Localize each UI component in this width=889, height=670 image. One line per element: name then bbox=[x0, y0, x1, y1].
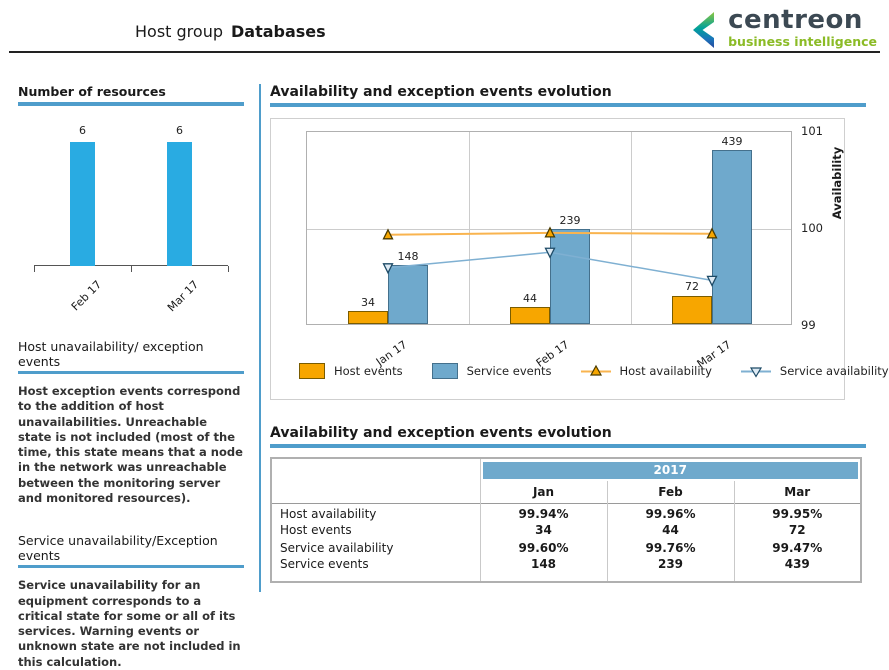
title-underline bbox=[18, 371, 244, 374]
table-cell: 34 bbox=[480, 521, 607, 539]
y-tick-label: 99 bbox=[801, 318, 816, 332]
sidebar bbox=[18, 84, 244, 669]
legend-item bbox=[581, 364, 712, 378]
table-cell: 99.95% bbox=[734, 503, 861, 521]
legend-item bbox=[741, 364, 889, 378]
legend-label: Service availability bbox=[779, 364, 889, 378]
service-events-section-title: Service unavailability/Exception events bbox=[18, 533, 218, 564]
logo-subtitle: business intelligence bbox=[728, 34, 877, 49]
logo-wordmark: centreon bbox=[728, 5, 863, 35]
x-tick-label: Mar 17 bbox=[694, 338, 734, 371]
table-cell: 148 bbox=[480, 557, 607, 582]
table-section bbox=[270, 425, 866, 583]
column-header: Mar bbox=[734, 481, 861, 503]
host-events-section-title: Host unavailability/ exception events bbox=[18, 339, 204, 369]
table-cell: 99.94% bbox=[480, 503, 607, 521]
table-row bbox=[271, 557, 861, 582]
row-label: Service availability bbox=[271, 539, 480, 557]
table-cell: 72 bbox=[734, 521, 861, 539]
title-underline bbox=[270, 103, 866, 107]
report-body bbox=[0, 84, 889, 669]
title-underline bbox=[18, 565, 244, 568]
availability-chart bbox=[270, 118, 889, 400]
resources-chart-x-labels bbox=[18, 266, 244, 315]
legend-item bbox=[299, 363, 403, 379]
host-events-description: Host exception events correspond to the addition of host unavailabilities. Unreachable state is not included (most of the time, this state means that a node in the network was unreachable between the monitoring server and monitored resources). bbox=[18, 384, 243, 505]
table-cell: 99.47% bbox=[734, 539, 861, 557]
service-events-description: Service unavailability for an equipment corresponds to a critical state for some or all of its services. Warning events or unknown state are not included in this calculation. bbox=[18, 578, 241, 669]
bar-value-label: 44 bbox=[523, 291, 537, 305]
title-underline bbox=[270, 444, 866, 448]
month-header-row bbox=[271, 481, 861, 503]
report-header bbox=[9, 0, 880, 53]
year-header-row bbox=[271, 458, 861, 481]
legend-swatch bbox=[299, 363, 325, 379]
table-row bbox=[271, 503, 861, 521]
empty-corner-cell bbox=[271, 458, 480, 481]
bar-value-label: 6 bbox=[176, 124, 183, 137]
column-header: Feb bbox=[607, 481, 734, 503]
resources-bar bbox=[70, 142, 95, 266]
x-tick-label: Mar 17 bbox=[164, 278, 201, 315]
table-row bbox=[271, 539, 861, 557]
centreon-logo-icon bbox=[683, 9, 721, 55]
main-panel bbox=[270, 84, 889, 592]
table-cell: 99.76% bbox=[607, 539, 734, 557]
resources-chart-title: Number of resources bbox=[18, 84, 166, 99]
bar-value-label: 34 bbox=[361, 295, 375, 309]
bar-value-label: 239 bbox=[559, 214, 581, 228]
table-cell: 239 bbox=[607, 557, 734, 582]
y-axis-title: Availability bbox=[830, 146, 844, 220]
legend-item bbox=[432, 363, 552, 379]
table-section-title: Availability and exception events evolution bbox=[270, 425, 612, 441]
bar-value-label: 6 bbox=[79, 124, 86, 137]
x-tick-label: Feb 17 bbox=[533, 338, 572, 370]
legend-line-icon bbox=[741, 364, 771, 378]
y-tick-label: 100 bbox=[801, 221, 823, 235]
legend-line-icon bbox=[581, 364, 611, 378]
table-cell: 439 bbox=[734, 557, 861, 582]
vertical-divider bbox=[259, 84, 261, 592]
table-row bbox=[271, 521, 861, 539]
y-tick-label: 101 bbox=[801, 124, 823, 138]
page-title bbox=[135, 22, 326, 41]
row-label: Host availability bbox=[271, 503, 480, 521]
table-cell: 99.96% bbox=[607, 503, 734, 521]
page-title-hostgroup: Databases bbox=[230, 22, 326, 41]
table-cell: 99.60% bbox=[480, 539, 607, 557]
page-title-prefix: Host group bbox=[135, 22, 223, 41]
chart-plot-area bbox=[306, 131, 792, 325]
resources-bar bbox=[167, 142, 192, 266]
column-header: Jan bbox=[480, 481, 607, 503]
x-tick-label: Feb 17 bbox=[68, 278, 104, 314]
row-label: Host events bbox=[271, 521, 480, 539]
legend-label: Service events bbox=[466, 364, 552, 378]
legend-label: Host events bbox=[334, 364, 403, 378]
resources-chart bbox=[18, 106, 244, 266]
row-label: Service events bbox=[271, 557, 480, 582]
empty-corner-cell bbox=[271, 481, 480, 503]
availability-table bbox=[270, 457, 862, 583]
legend-swatch bbox=[432, 363, 458, 379]
year-banner-cell bbox=[480, 458, 861, 481]
chart-legend bbox=[299, 363, 889, 379]
bar-value-label: 72 bbox=[685, 280, 699, 294]
centreon-logo bbox=[683, 7, 877, 55]
table-cell: 44 bbox=[607, 521, 734, 539]
legend-label: Host availability bbox=[619, 364, 712, 378]
chart-section-title: Availability and exception events evolution bbox=[270, 84, 612, 100]
year-banner: 2017 bbox=[483, 462, 859, 479]
bar-value-label: 148 bbox=[397, 250, 419, 264]
bar-value-label: 439 bbox=[721, 135, 743, 149]
x-tick-label: Jan 17 bbox=[373, 338, 410, 369]
